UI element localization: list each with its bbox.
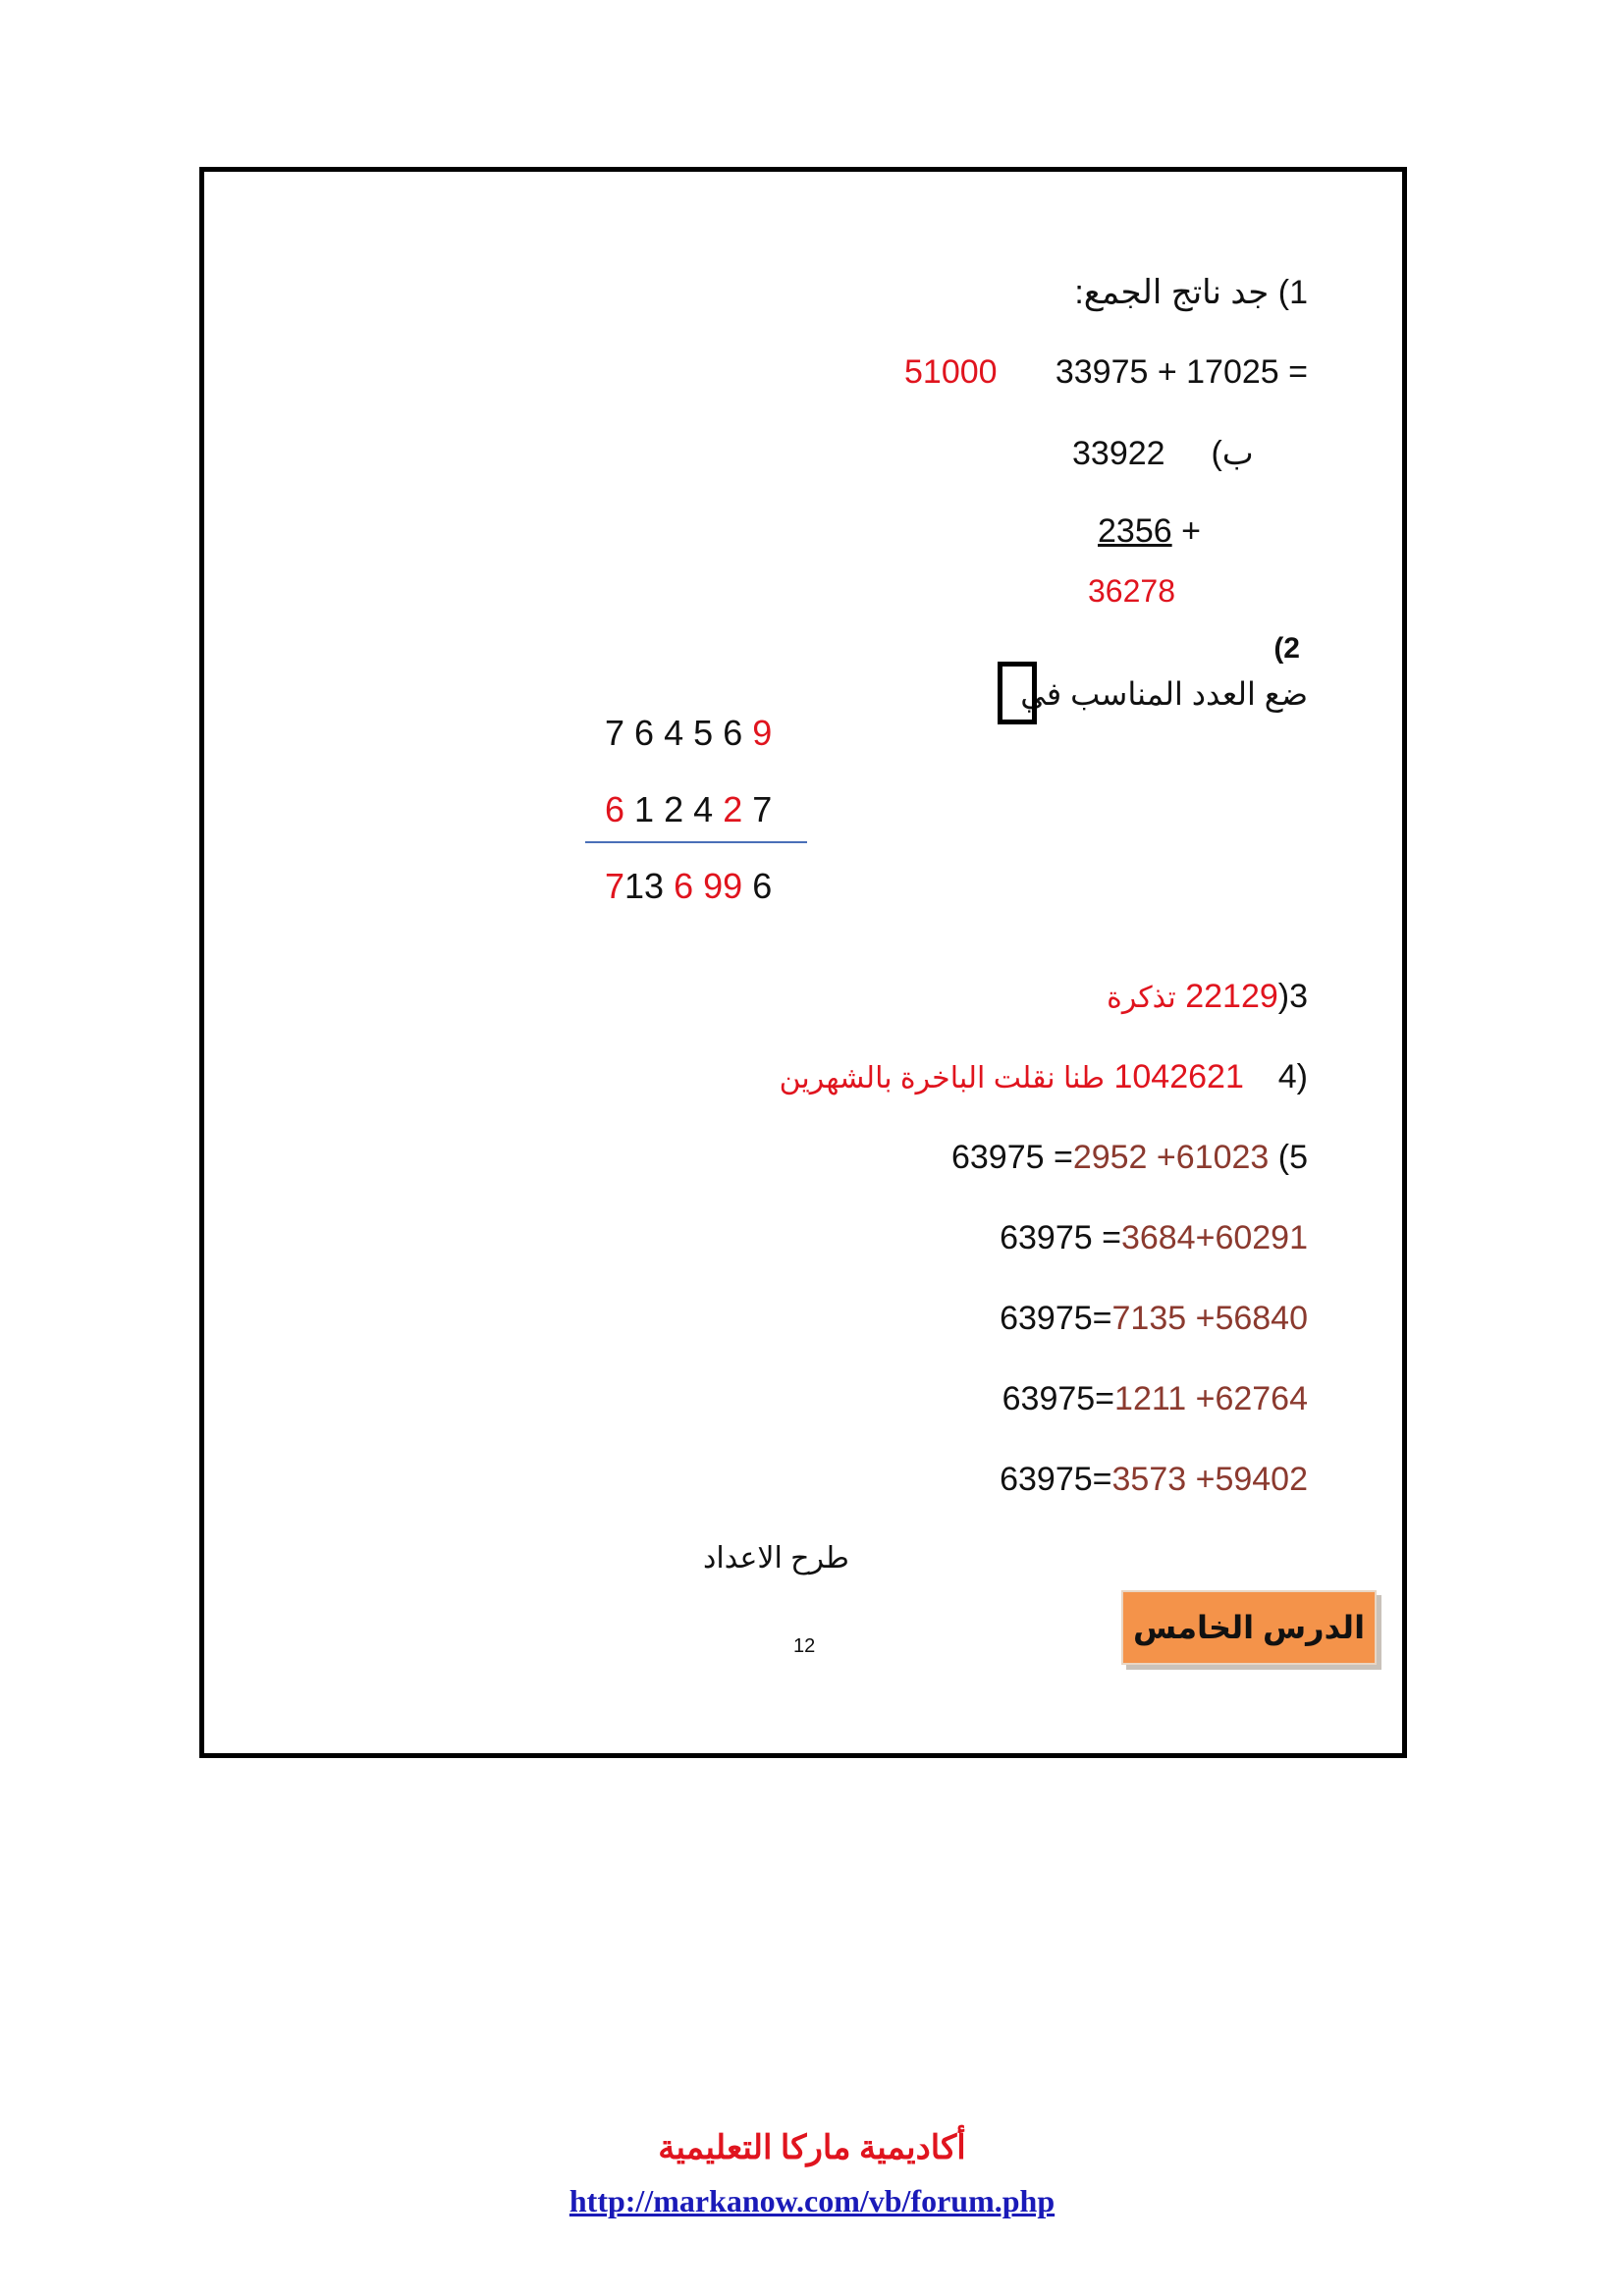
q5-rhs: 63975= — [1001, 1380, 1115, 1417]
q2-row3 — [605, 866, 772, 907]
q5-line-5 — [1000, 1461, 1308, 1499]
q5-line-2 — [1000, 1219, 1308, 1257]
q5-lhs: 1211 +62764 — [1114, 1380, 1308, 1417]
q5-line-1 — [951, 1139, 1308, 1177]
q2-row2 — [605, 789, 772, 830]
q4-text: طنا نقلت الباخرة بالشهرين — [779, 1062, 1106, 1095]
q4-line — [780, 1058, 1308, 1096]
q5-prefix: (5 — [1277, 1139, 1308, 1176]
q1-a-equation: 33975 + 17025 = — [1055, 353, 1308, 391]
footer-url-link[interactable]: http://markanow.com/vb/forum.php — [568, 2183, 1056, 2218]
lesson-badge: الدرس الخامس — [1121, 1590, 1377, 1665]
q1-b-plus: + — [1181, 512, 1201, 550]
q5-lhs: 3573 +59402 — [1111, 1461, 1308, 1498]
digit: 4 — [693, 789, 714, 829]
q2-row1 — [605, 713, 772, 754]
blank-box-icon — [998, 662, 1037, 724]
q1-heading: 1) جد ناتج الجمع: — [1074, 274, 1308, 311]
digit: 6 — [674, 866, 694, 906]
digit: 6 — [723, 713, 743, 753]
sum-line — [585, 841, 807, 843]
q5-lhs: 7135 +56840 — [1111, 1300, 1308, 1337]
q5-rhs: 63975 = — [950, 1139, 1073, 1176]
digit: 99 — [703, 866, 743, 906]
q5-line-3 — [1000, 1300, 1308, 1338]
digit: 4 — [664, 713, 684, 753]
q1-b-answer: 36278 — [1088, 573, 1175, 609]
digit: 2 — [723, 789, 743, 829]
page-frame — [199, 167, 1407, 1758]
page-number: 12 — [793, 1635, 816, 1657]
q2-number: (2 — [1273, 632, 1300, 665]
digit: 5 — [693, 713, 714, 753]
q3-value: 22129 — [1185, 978, 1278, 1015]
q4-value: 1042621 — [1113, 1058, 1244, 1095]
q5-lhs: 3684+60291 — [1120, 1219, 1308, 1256]
digit: 7 — [605, 866, 625, 906]
q4-prefix: 4) — [1277, 1058, 1308, 1095]
digit: 6 — [752, 866, 773, 906]
footer-academy: أكاديمية ماركا التعليمية — [658, 2130, 966, 2166]
q1-b-num1: 33922 — [1072, 435, 1165, 472]
q1-b-row1 — [1072, 434, 1254, 473]
digit: 2 — [664, 789, 684, 829]
q3-line — [1107, 978, 1308, 1016]
q5-rhs: 63975 = — [1000, 1219, 1121, 1256]
q5-lhs: 2952 +61023 — [1072, 1139, 1270, 1176]
digit: 7 — [605, 713, 625, 753]
digit: 9 — [752, 713, 773, 753]
subtraction-title: طرح الاعداد — [703, 1542, 849, 1575]
digit: 13 — [624, 866, 665, 906]
q2-text: ضع العدد المناسب في — [1020, 676, 1308, 712]
digit: 7 — [752, 789, 773, 829]
q3-prefix: )3 — [1277, 978, 1308, 1015]
digit: 6 — [634, 713, 655, 753]
digit: 1 — [634, 789, 655, 829]
q1-a-answer: 51000 — [904, 353, 998, 391]
q5-line-4 — [1002, 1380, 1308, 1418]
q1-b-row2 — [1098, 512, 1201, 551]
q1-b-num2: 2356 — [1098, 512, 1172, 550]
q3-unit: تذكرة — [1107, 982, 1176, 1014]
digit: 6 — [605, 789, 625, 829]
q1-b-label: ب) — [1211, 435, 1254, 472]
q5-rhs: 63975= — [1000, 1300, 1112, 1337]
q5-rhs: 63975= — [1000, 1461, 1112, 1498]
